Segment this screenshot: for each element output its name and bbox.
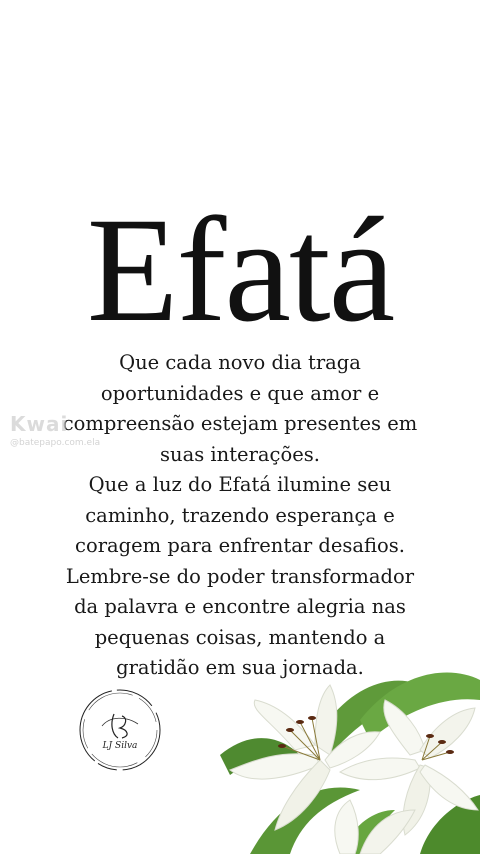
kwai-logo: Kwai (10, 412, 69, 436)
message-line: coragem para enfrentar desafios. (75, 534, 405, 557)
message-line: Que a luz do Efatá ilumine seu (88, 473, 392, 496)
signature-seal (76, 686, 164, 774)
message-line: suas interações. (160, 442, 320, 466)
message-line: caminho, trazendo esperança e (85, 503, 395, 527)
message-line: da palavra e encontre alegria nas (74, 595, 406, 618)
message-line: Lembre-se do poder transformador (65, 564, 415, 588)
seal-circle-icon (76, 686, 164, 774)
message-text (40, 348, 440, 684)
page-title: Efatá (86, 187, 394, 353)
message-line: oportunidades e que amor e (100, 381, 380, 405)
message-line: compreensão estejam presentes em (62, 412, 418, 435)
signature-name: LJ Silva (102, 741, 138, 751)
message-line: gratidão em sua jornada. (116, 656, 364, 679)
message-line: Que cada novo dia traga (119, 351, 361, 374)
kwai-watermark (10, 412, 100, 448)
watermark-handle: @batepapo.com.ela (10, 438, 101, 448)
white-lily-icon (220, 660, 480, 854)
message-line: pequenas coisas, mantendo a (94, 625, 386, 649)
